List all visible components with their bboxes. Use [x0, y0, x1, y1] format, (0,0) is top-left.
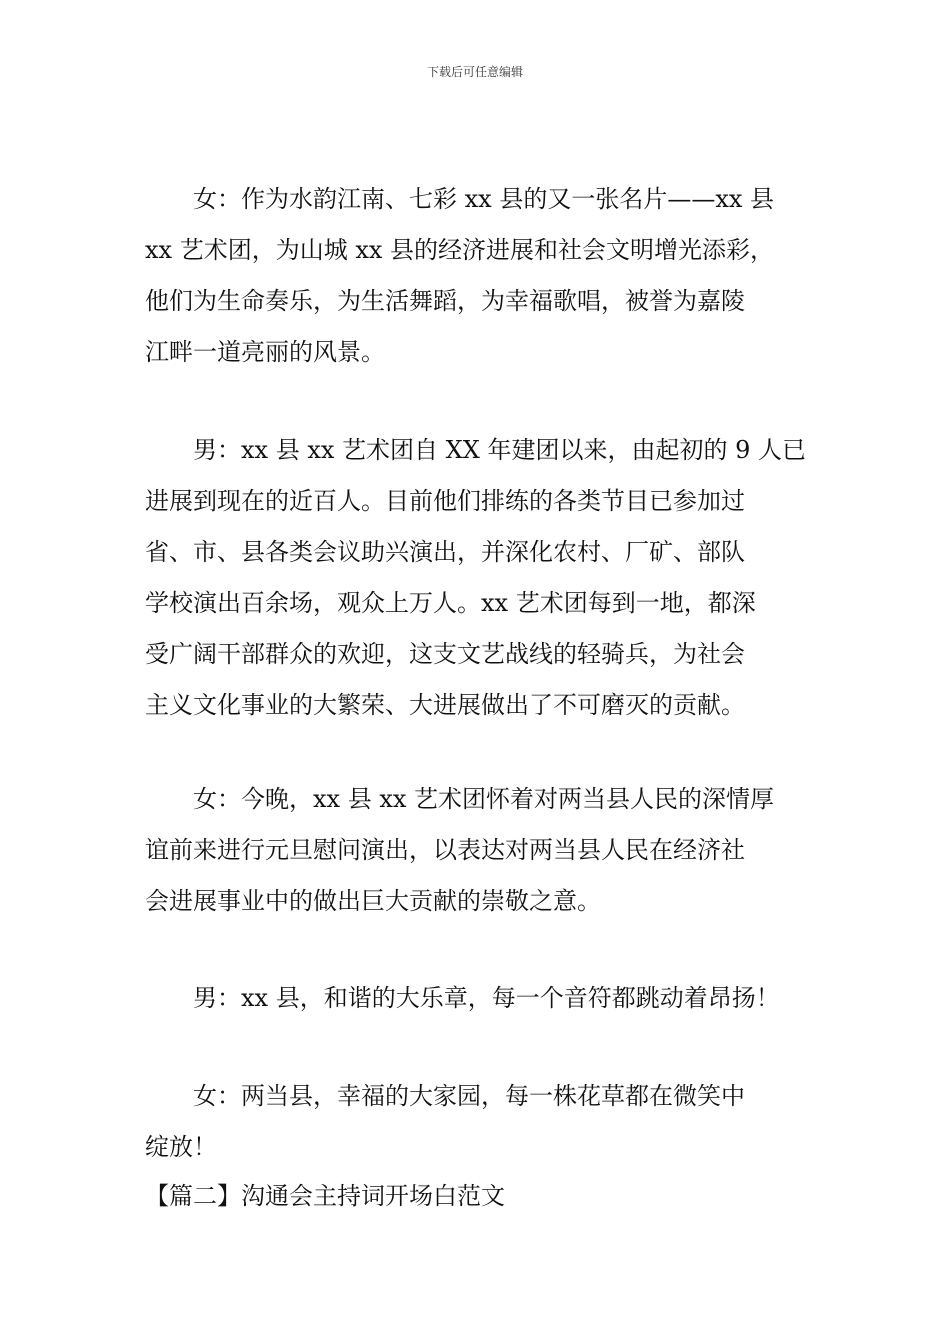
paragraph-line: 受广阔干部群众的欢迎，这支文艺战线的轻骑兵，为社会: [145, 640, 745, 668]
page-header: 下载后可任意编辑: [426, 65, 523, 79]
paragraph-line: xx 艺术团，为山城 xx 县的经济进展和社会文明增光添彩，: [145, 236, 775, 264]
paragraph-line: 绽放！: [145, 1133, 217, 1161]
paragraph-line: 进展到现在的近百人。目前他们排练的各类节目已参加过: [145, 487, 745, 515]
paragraph-4: [145, 973, 810, 1024]
paragraph-1: [145, 174, 810, 378]
paragraph-line: 女：作为水韵江南、七彩 xx 县的又一张名片——xx 县: [145, 185, 775, 213]
paragraph-line: 学校演出百余场，观众上万人。xx 艺术团每到一地，都深: [145, 589, 756, 617]
paragraph-5: [145, 1071, 810, 1173]
paragraph-3: [145, 774, 810, 927]
paragraph-line: 江畔一道亮丽的风景。: [145, 338, 385, 366]
paragraph-line: 谊前来进行元旦慰问演出，以表达对两当县人民在经济社: [145, 836, 745, 864]
paragraph-line: 他们为生命奏乐，为生活舞蹈，为幸福歌唱，被誉为嘉陵: [145, 287, 745, 315]
paragraph-line: 男：xx 县 xx 艺术团自 XX 年建团以来，由起初的 9 人已: [145, 436, 806, 464]
paragraph-line: 女：今晚，xx 县 xx 艺术团怀着对两当县人民的深情厚: [145, 785, 775, 813]
paragraph-line: 男：xx 县，和谐的大乐章，每一个音符都跳动着昂扬！: [145, 984, 780, 1012]
paragraph-line: 会进展事业中的做出巨大贡献的崇敬之意。: [145, 887, 601, 915]
paragraph-line: 主义文化事业的大繁荣、大进展做出了不可磨灭的贡献。: [145, 691, 745, 719]
paragraph-2: [145, 425, 810, 731]
section-heading: 【篇二】沟通会主持词开场白范文: [145, 1182, 505, 1210]
paragraph-line: 省、市、县各类会议助兴演出，并深化农村、厂矿、部队: [145, 538, 745, 566]
paragraph-line: 女：两当县，幸福的大家园，每一株花草都在微笑中: [145, 1082, 745, 1110]
